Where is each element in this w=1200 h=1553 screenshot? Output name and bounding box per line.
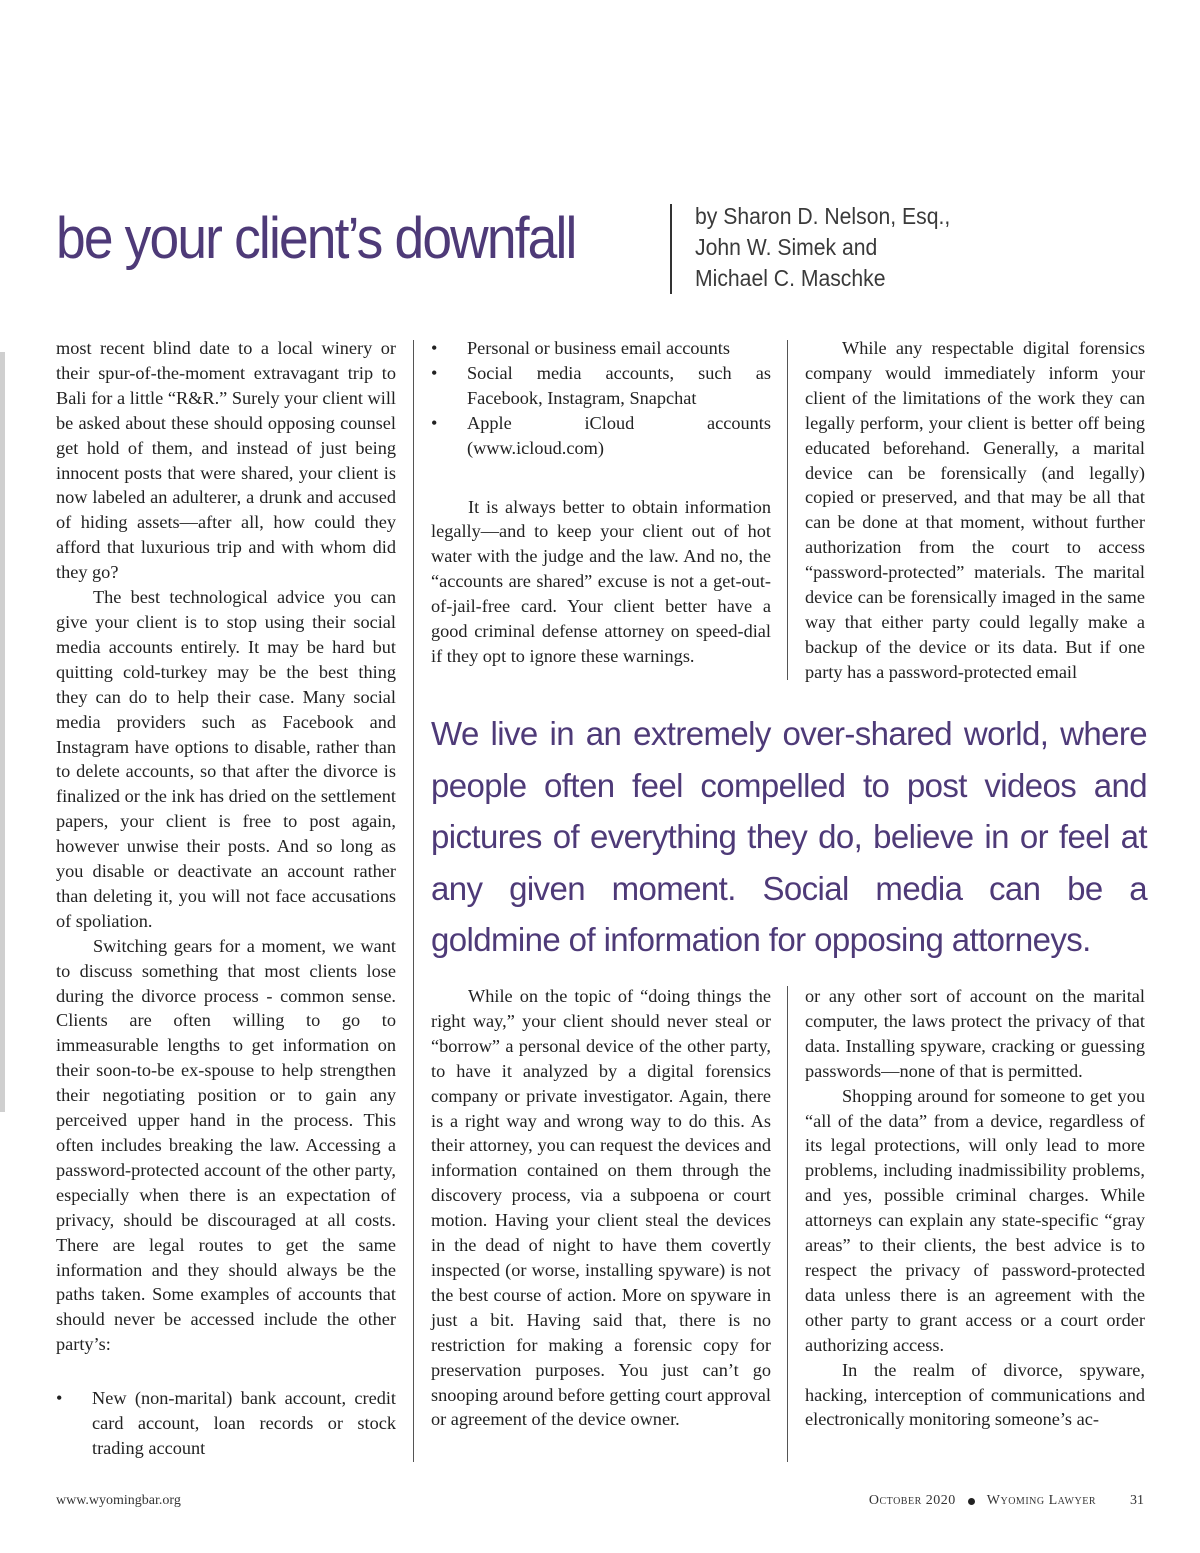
page-edge-mark bbox=[0, 352, 5, 1112]
footer-publication: Wyoming Lawyer bbox=[986, 1493, 1096, 1508]
col1-paragraph-3: Switching gears for a moment, we want to discuss something that most clients lose during the divorce process - common sense. Clients are often willing to go to immeasurable lengths to get information on their soon-to-be ex-spouse to help strengthen their negotiating position or to gain any perceived upper hand in the process. This often includes breaking the law. Accessing a password-protected account of the other party, especially when there is an expectation of privacy, should be discouraged at all costs. There are legal routes to get the same information and they should always be the paths taken. Some examples of accounts that should never be accessed include the other party’s: bbox=[56, 935, 396, 1355]
column-divider-2-bottom bbox=[787, 986, 788, 1462]
byline bbox=[695, 201, 950, 294]
col2-paragraph-1: It is always better to obtain information legally—and to keep your client out of hot water with the judge and the law. And no, the “accounts are shared” excuse is not a get-out-of-jail-free card. Your client better have a good criminal defense attorney on speed-dial if they opt to ignore these warnings. bbox=[431, 496, 771, 666]
col3-paragraph-2: or any other sort of account on the marital computer, the laws protect the privacy of that data. Installing spyware, cracking or guessing passwords—none of that is permitted. bbox=[805, 986, 1145, 1081]
list-item: • Apple iCloud accounts (www.icloud.com) bbox=[431, 411, 771, 461]
footer-website: www.wyomingbar.org bbox=[56, 1493, 181, 1508]
col3-paragraph-3: Shopping around for someone to get you “all of the data” from a device, regardless of its legal protections, will only lead to more problems, including inadmissibility problems, and yes, possible criminal charges. While attorneys can explain any state-specific “gray areas” to their clients, the best advice is to respect the privacy of password-protected data unless there is an agreement with the other party to grant access or a court order authorizing access. bbox=[805, 1085, 1145, 1355]
column-divider-2-top bbox=[787, 340, 788, 680]
col1-paragraph-1: most recent blind date to a local winery or their spur-of-the-moment extravagant trip to Bali for a little “R&R.” Surely your client will be asked about these should opposing counsel get hold of them, and instead of just being innocent posts that were shared, your client is now labeled an adulterer, a drunk and accused of hiding assets—after all, how could they afford that luxurious trip and with whom did they go? bbox=[56, 338, 396, 583]
list-item: • Personal or business email accounts bbox=[431, 336, 771, 361]
bullet-dot-icon bbox=[968, 1498, 975, 1505]
col2-paragraph-2: While on the topic of “doing things the right way,” your client should never steal or “borrow” a personal device of the other party, to have it analyzed by a digital forensics company or private investigator. Again, there is a right way and wrong way to do this. As their attorney, you can request the devices and information contained on them through the discovery process, via a subpoena or court motion. Having your client steal the devices in the dead of night to have them covertly inspected (or worse, installing spyware) is not the best course of action. More on spyware in just a bit. Having said that, there is no restriction for making a forensic copy for preservation purposes. You just can’t go snooping around before getting court approval or agreement of the device owner. bbox=[431, 986, 771, 1430]
byline-divider bbox=[670, 204, 672, 294]
col3-paragraph-4: In the realm of divorce, spyware, hacking, interception of communications and electronically monitoring someone’s ac- bbox=[805, 1359, 1145, 1430]
byline-line-1: by Sharon D. Nelson, Esq., bbox=[695, 203, 951, 229]
column-divider-1 bbox=[413, 340, 414, 1462]
byline-line-3: Michael C. Maschke bbox=[695, 265, 886, 291]
column-2-bottom bbox=[431, 984, 771, 1432]
article-headline: be your client’s downfall bbox=[56, 206, 576, 271]
col2-bullet-list bbox=[431, 336, 771, 461]
col3-paragraph-1: While any respectable digital forensics company would immediately inform your client of the limitations of the work they can legally perform, your client is better off being educated beforehand. Generally, a marital device can be forensically (and legally) copied or preserved, and that may be all that can be done at that moment, without further authorization from the court to access “password-protected” materials. The marital device can be forensically imaged in the same way that either party could legally make a backup of the device or its data. But if one party has a password-protected email bbox=[805, 338, 1145, 682]
footer-issue: October 2020 bbox=[868, 1493, 956, 1508]
column-3-bottom bbox=[805, 984, 1145, 1432]
col1-bullet-list bbox=[56, 1386, 396, 1461]
page-number: 31 bbox=[1130, 1493, 1144, 1508]
footer-publication-info bbox=[869, 1493, 1144, 1509]
byline-line-2: John W. Simek and bbox=[695, 234, 878, 260]
column-2-top bbox=[431, 336, 771, 669]
list-item: • Social media accounts, such as Facebook, Instagram, Snapchat bbox=[431, 361, 771, 411]
column-1 bbox=[56, 336, 396, 1461]
column-3-top bbox=[805, 336, 1145, 685]
col1-paragraph-2: The best technological advice you can give your client is to stop using their social media accounts entirely. It may be hard but quitting cold-turkey may be the best thing they can do to help their case. Many social media providers such as Facebook and Instagram have options to disable, rather than to delete accounts, so that after the divorce is finalized or the ink has dried on the settlement papers, your client is free to post again, however unwise their posts. And so long as you disable or deactivate an account rather than deleting it, you will not face accusations of spoliation. bbox=[56, 587, 396, 931]
pull-quote: We live in an extremely over-shared world, where people often feel compelled to post videos and pictures of everything they do, believe in or feel at any given moment. Social media can be a goldmine of information for opposing attorneys. bbox=[431, 715, 1147, 958]
list-item: • New (non-marital) bank account, credit card account, loan records or stock trading account bbox=[56, 1386, 396, 1461]
